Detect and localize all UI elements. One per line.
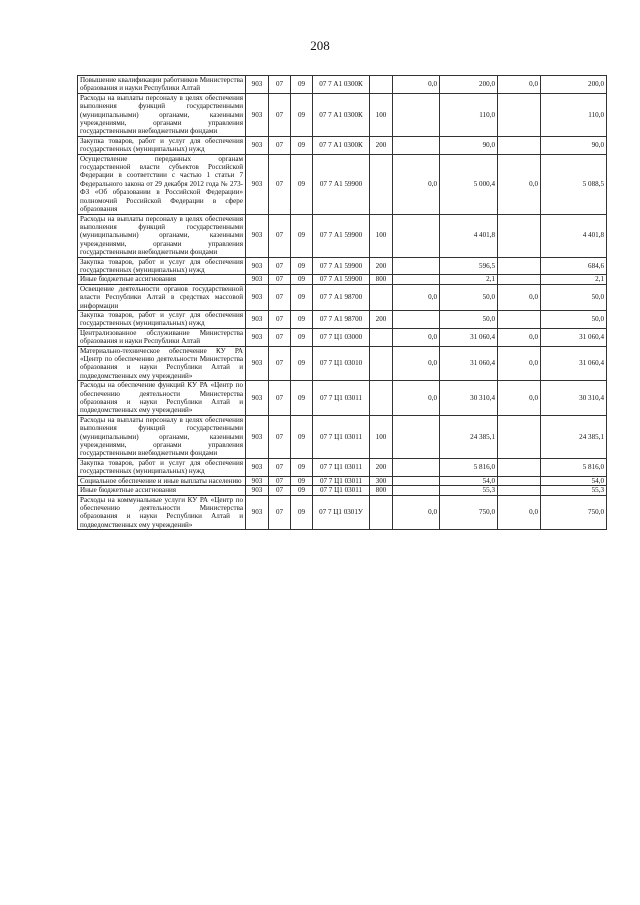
row-value-2-cell: 31 060,4 xyxy=(440,346,498,381)
row-name-cell: Расходы на выплаты персоналу в целях обеспечения выполнения функций государственными (муниципальными) органами, казенными учреждениями, органами управления государственными внебюджетными фондами xyxy=(78,415,246,458)
row-expense-type-cell: 100 xyxy=(370,214,393,257)
row-grbs-cell: 903 xyxy=(246,310,269,328)
table-row xyxy=(78,381,607,416)
row-value-4-cell: 50,0 xyxy=(541,284,607,310)
row-subsection-cell: 09 xyxy=(291,76,313,94)
row-grbs-cell: 903 xyxy=(246,346,269,381)
row-section-cell: 07 xyxy=(269,136,291,154)
row-subsection-cell: 09 xyxy=(291,93,313,136)
row-section-cell: 07 xyxy=(269,284,291,310)
table-body xyxy=(78,76,607,530)
row-value-4-cell: 110,0 xyxy=(541,93,607,136)
row-section-cell: 07 xyxy=(269,93,291,136)
row-name-cell: Иные бюджетные ассигнования xyxy=(78,486,246,495)
row-subsection-cell: 09 xyxy=(291,275,313,284)
row-value-4-cell: 24 385,1 xyxy=(541,415,607,458)
row-name-cell: Централизованное обслуживание Министерства образования и науки Республики Алтай xyxy=(78,328,246,346)
row-grbs-cell: 903 xyxy=(246,154,269,214)
row-value-2-cell: 200,0 xyxy=(440,76,498,94)
row-expense-type-cell: 200 xyxy=(370,136,393,154)
row-subsection-cell: 09 xyxy=(291,495,313,530)
row-name-cell: Расходы на выплаты персоналу в целях обеспечения выполнения функций государственными (муниципальными) органами, казенными учреждениями, органами управления государственными внебюджетными фондами xyxy=(78,93,246,136)
row-value-1-cell xyxy=(393,415,440,458)
row-section-cell: 07 xyxy=(269,476,291,485)
row-value-1-cell xyxy=(393,458,440,476)
row-expense-type-cell: 100 xyxy=(370,415,393,458)
row-expense-type-cell xyxy=(370,346,393,381)
row-target-article-cell: 07 7 А1 0300К xyxy=(313,136,370,154)
row-expense-type-cell: 200 xyxy=(370,257,393,275)
row-value-3-cell xyxy=(498,214,541,257)
row-section-cell: 07 xyxy=(269,495,291,530)
row-value-4-cell: 30 310,4 xyxy=(541,381,607,416)
row-value-2-cell: 50,0 xyxy=(440,284,498,310)
row-value-2-cell: 5 816,0 xyxy=(440,458,498,476)
row-target-article-cell: 07 7 А1 59900 xyxy=(313,154,370,214)
row-name-cell: Осуществление переданных органам государственной власти субъектов Российской Федерации в соответствии с частью 1 статьи 7 Федерального закона от 29 декабря 2012 года № 273-ФЗ «Об образовании в Российской Федерации» полномочий Российской Федерации в сфере образования xyxy=(78,154,246,214)
table-row xyxy=(78,214,607,257)
row-value-3-cell xyxy=(498,310,541,328)
row-expense-type-cell xyxy=(370,381,393,416)
table-row xyxy=(78,257,607,275)
row-value-3-cell xyxy=(498,458,541,476)
row-target-article-cell: 07 7 Ц1 0301У xyxy=(313,495,370,530)
row-value-1-cell: 0,0 xyxy=(393,76,440,94)
row-subsection-cell: 09 xyxy=(291,284,313,310)
row-value-3-cell xyxy=(498,257,541,275)
row-expense-type-cell: 200 xyxy=(370,458,393,476)
row-section-cell: 07 xyxy=(269,214,291,257)
row-expense-type-cell: 800 xyxy=(370,486,393,495)
row-grbs-cell: 903 xyxy=(246,415,269,458)
row-value-3-cell xyxy=(498,93,541,136)
row-name-cell: Закупка товаров, работ и услуг для обеспечения государственных (муниципальных) нужд xyxy=(78,136,246,154)
row-grbs-cell: 903 xyxy=(246,136,269,154)
table-row xyxy=(78,310,607,328)
row-name-cell: Закупка товаров, работ и услуг для обеспечения государственных (муниципальных) нужд xyxy=(78,458,246,476)
table-row xyxy=(78,136,607,154)
table-row xyxy=(78,486,607,495)
row-value-1-cell xyxy=(393,310,440,328)
row-value-2-cell: 90,0 xyxy=(440,136,498,154)
row-value-3-cell: 0,0 xyxy=(498,381,541,416)
row-expense-type-cell: 300 xyxy=(370,476,393,485)
row-subsection-cell: 09 xyxy=(291,310,313,328)
row-target-article-cell: 07 7 А1 98700 xyxy=(313,284,370,310)
table-row xyxy=(78,476,607,485)
row-section-cell: 07 xyxy=(269,381,291,416)
row-value-2-cell: 750,0 xyxy=(440,495,498,530)
row-target-article-cell: 07 7 Ц1 03011 xyxy=(313,458,370,476)
row-value-3-cell xyxy=(498,136,541,154)
row-grbs-cell: 903 xyxy=(246,257,269,275)
row-value-2-cell: 31 060,4 xyxy=(440,328,498,346)
row-value-1-cell: 0,0 xyxy=(393,284,440,310)
row-section-cell: 07 xyxy=(269,154,291,214)
row-name-cell: Расходы на обеспечение функций КУ РА «Центр по обеспечению деятельности Министерства образования и науки Республики Алтай и подведомственных ему учреждений» xyxy=(78,381,246,416)
row-value-3-cell: 0,0 xyxy=(498,154,541,214)
row-name-cell: Закупка товаров, работ и услуг для обеспечения государственных (муниципальных) нужд xyxy=(78,257,246,275)
row-value-4-cell: 684,6 xyxy=(541,257,607,275)
budget-table xyxy=(77,75,607,530)
table-row xyxy=(78,346,607,381)
table-row xyxy=(78,495,607,530)
row-value-1-cell xyxy=(393,257,440,275)
table-row xyxy=(78,458,607,476)
row-value-1-cell: 0,0 xyxy=(393,328,440,346)
row-value-3-cell: 0,0 xyxy=(498,495,541,530)
row-value-1-cell: 0,0 xyxy=(393,154,440,214)
row-value-1-cell xyxy=(393,275,440,284)
row-value-3-cell xyxy=(498,415,541,458)
row-expense-type-cell xyxy=(370,154,393,214)
row-subsection-cell: 09 xyxy=(291,486,313,495)
table-row xyxy=(78,76,607,94)
row-grbs-cell: 903 xyxy=(246,381,269,416)
row-expense-type-cell xyxy=(370,495,393,530)
row-value-2-cell: 55,3 xyxy=(440,486,498,495)
row-value-1-cell xyxy=(393,214,440,257)
row-section-cell: 07 xyxy=(269,310,291,328)
page-number: 208 xyxy=(310,38,330,53)
row-target-article-cell: 07 7 Ц1 03011 xyxy=(313,415,370,458)
table-row xyxy=(78,415,607,458)
row-target-article-cell: 07 7 А1 59900 xyxy=(313,275,370,284)
row-target-article-cell: 07 7 Ц1 03010 xyxy=(313,346,370,381)
row-section-cell: 07 xyxy=(269,76,291,94)
row-section-cell: 07 xyxy=(269,257,291,275)
row-section-cell: 07 xyxy=(269,328,291,346)
row-expense-type-cell xyxy=(370,76,393,94)
row-value-4-cell: 50,0 xyxy=(541,310,607,328)
row-name-cell: Повышение квалификации работников Министерства образования и науки Республики Алтай xyxy=(78,76,246,94)
row-value-2-cell: 50,0 xyxy=(440,310,498,328)
row-target-article-cell: 07 7 А1 0300К xyxy=(313,93,370,136)
row-value-2-cell: 24 385,1 xyxy=(440,415,498,458)
row-section-cell: 07 xyxy=(269,458,291,476)
row-grbs-cell: 903 xyxy=(246,495,269,530)
row-section-cell: 07 xyxy=(269,346,291,381)
row-grbs-cell: 903 xyxy=(246,284,269,310)
row-value-3-cell: 0,0 xyxy=(498,328,541,346)
row-value-3-cell: 0,0 xyxy=(498,346,541,381)
row-grbs-cell: 903 xyxy=(246,76,269,94)
row-target-article-cell: 07 7 А1 98700 xyxy=(313,310,370,328)
row-section-cell: 07 xyxy=(269,486,291,495)
row-subsection-cell: 09 xyxy=(291,136,313,154)
row-value-4-cell: 2,1 xyxy=(541,275,607,284)
row-section-cell: 07 xyxy=(269,275,291,284)
row-value-4-cell: 4 401,8 xyxy=(541,214,607,257)
row-name-cell: Материально-техническое обеспечение КУ РА «Центр по обеспечению деятельности Министерства образования и науки Республики Алтай и подведомственных ему учреждений» xyxy=(78,346,246,381)
row-target-article-cell: 07 7 Ц1 03011 xyxy=(313,381,370,416)
row-value-4-cell: 31 060,4 xyxy=(541,346,607,381)
row-subsection-cell: 09 xyxy=(291,328,313,346)
row-value-2-cell: 2,1 xyxy=(440,275,498,284)
row-target-article-cell: 07 7 Ц1 03011 xyxy=(313,486,370,495)
row-name-cell: Освещение деятельности органов государственной власти Республики Алтай в средствах массовой информации xyxy=(78,284,246,310)
row-name-cell: Социальное обеспечение и иные выплаты населению xyxy=(78,476,246,485)
row-expense-type-cell: 200 xyxy=(370,310,393,328)
row-grbs-cell: 903 xyxy=(246,328,269,346)
row-value-2-cell: 4 401,8 xyxy=(440,214,498,257)
row-grbs-cell: 903 xyxy=(246,458,269,476)
row-value-2-cell: 54,0 xyxy=(440,476,498,485)
row-subsection-cell: 09 xyxy=(291,476,313,485)
row-target-article-cell: 07 7 А1 0300К xyxy=(313,76,370,94)
row-value-4-cell: 31 060,4 xyxy=(541,328,607,346)
row-expense-type-cell: 100 xyxy=(370,93,393,136)
row-value-1-cell: 0,0 xyxy=(393,381,440,416)
table-row xyxy=(78,93,607,136)
row-name-cell: Закупка товаров, работ и услуг для обеспечения государственных (муниципальных) нужд xyxy=(78,310,246,328)
row-value-1-cell: 0,0 xyxy=(393,346,440,381)
row-value-4-cell: 90,0 xyxy=(541,136,607,154)
row-target-article-cell: 07 7 А1 59900 xyxy=(313,214,370,257)
row-grbs-cell: 903 xyxy=(246,214,269,257)
row-value-4-cell: 200,0 xyxy=(541,76,607,94)
row-subsection-cell: 09 xyxy=(291,415,313,458)
row-value-3-cell xyxy=(498,476,541,485)
row-value-4-cell: 55,3 xyxy=(541,486,607,495)
row-value-3-cell xyxy=(498,275,541,284)
row-subsection-cell: 09 xyxy=(291,381,313,416)
table-row xyxy=(78,328,607,346)
row-name-cell: Расходы на коммунальные услуги КУ РА «Центр по обеспечению деятельности Министерства образования и науки Республики Алтай и подведомственных ему учреждений» xyxy=(78,495,246,530)
row-subsection-cell: 09 xyxy=(291,214,313,257)
row-value-1-cell xyxy=(393,93,440,136)
row-value-4-cell: 54,0 xyxy=(541,476,607,485)
row-subsection-cell: 09 xyxy=(291,154,313,214)
row-subsection-cell: 09 xyxy=(291,346,313,381)
table-row xyxy=(78,154,607,214)
row-expense-type-cell xyxy=(370,328,393,346)
row-expense-type-cell: 800 xyxy=(370,275,393,284)
row-name-cell: Иные бюджетные ассигнования xyxy=(78,275,246,284)
table-row xyxy=(78,275,607,284)
row-value-1-cell xyxy=(393,476,440,485)
row-expense-type-cell xyxy=(370,284,393,310)
row-grbs-cell: 903 xyxy=(246,476,269,485)
row-target-article-cell: 07 7 А1 59900 xyxy=(313,257,370,275)
row-section-cell: 07 xyxy=(269,415,291,458)
row-value-3-cell: 0,0 xyxy=(498,284,541,310)
row-value-2-cell: 596,5 xyxy=(440,257,498,275)
row-grbs-cell: 903 xyxy=(246,93,269,136)
row-subsection-cell: 09 xyxy=(291,458,313,476)
row-value-1-cell: 0,0 xyxy=(393,495,440,530)
row-value-4-cell: 5 816,0 xyxy=(541,458,607,476)
row-subsection-cell: 09 xyxy=(291,257,313,275)
row-grbs-cell: 903 xyxy=(246,275,269,284)
row-value-3-cell: 0,0 xyxy=(498,76,541,94)
row-grbs-cell: 903 xyxy=(246,486,269,495)
row-target-article-cell: 07 7 Ц1 03000 xyxy=(313,328,370,346)
row-value-4-cell: 5 088,5 xyxy=(541,154,607,214)
row-name-cell: Расходы на выплаты персоналу в целях обеспечения выполнения функций государственными (муниципальными) органами, казенными учреждениями, органами управления государственными внебюджетными фондами xyxy=(78,214,246,257)
row-value-2-cell: 5 000,4 xyxy=(440,154,498,214)
row-value-3-cell xyxy=(498,486,541,495)
row-value-1-cell xyxy=(393,486,440,495)
row-value-2-cell: 110,0 xyxy=(440,93,498,136)
row-target-article-cell: 07 7 Ц1 03011 xyxy=(313,476,370,485)
table-row xyxy=(78,284,607,310)
row-value-1-cell xyxy=(393,136,440,154)
row-value-4-cell: 750,0 xyxy=(541,495,607,530)
row-value-2-cell: 30 310,4 xyxy=(440,381,498,416)
